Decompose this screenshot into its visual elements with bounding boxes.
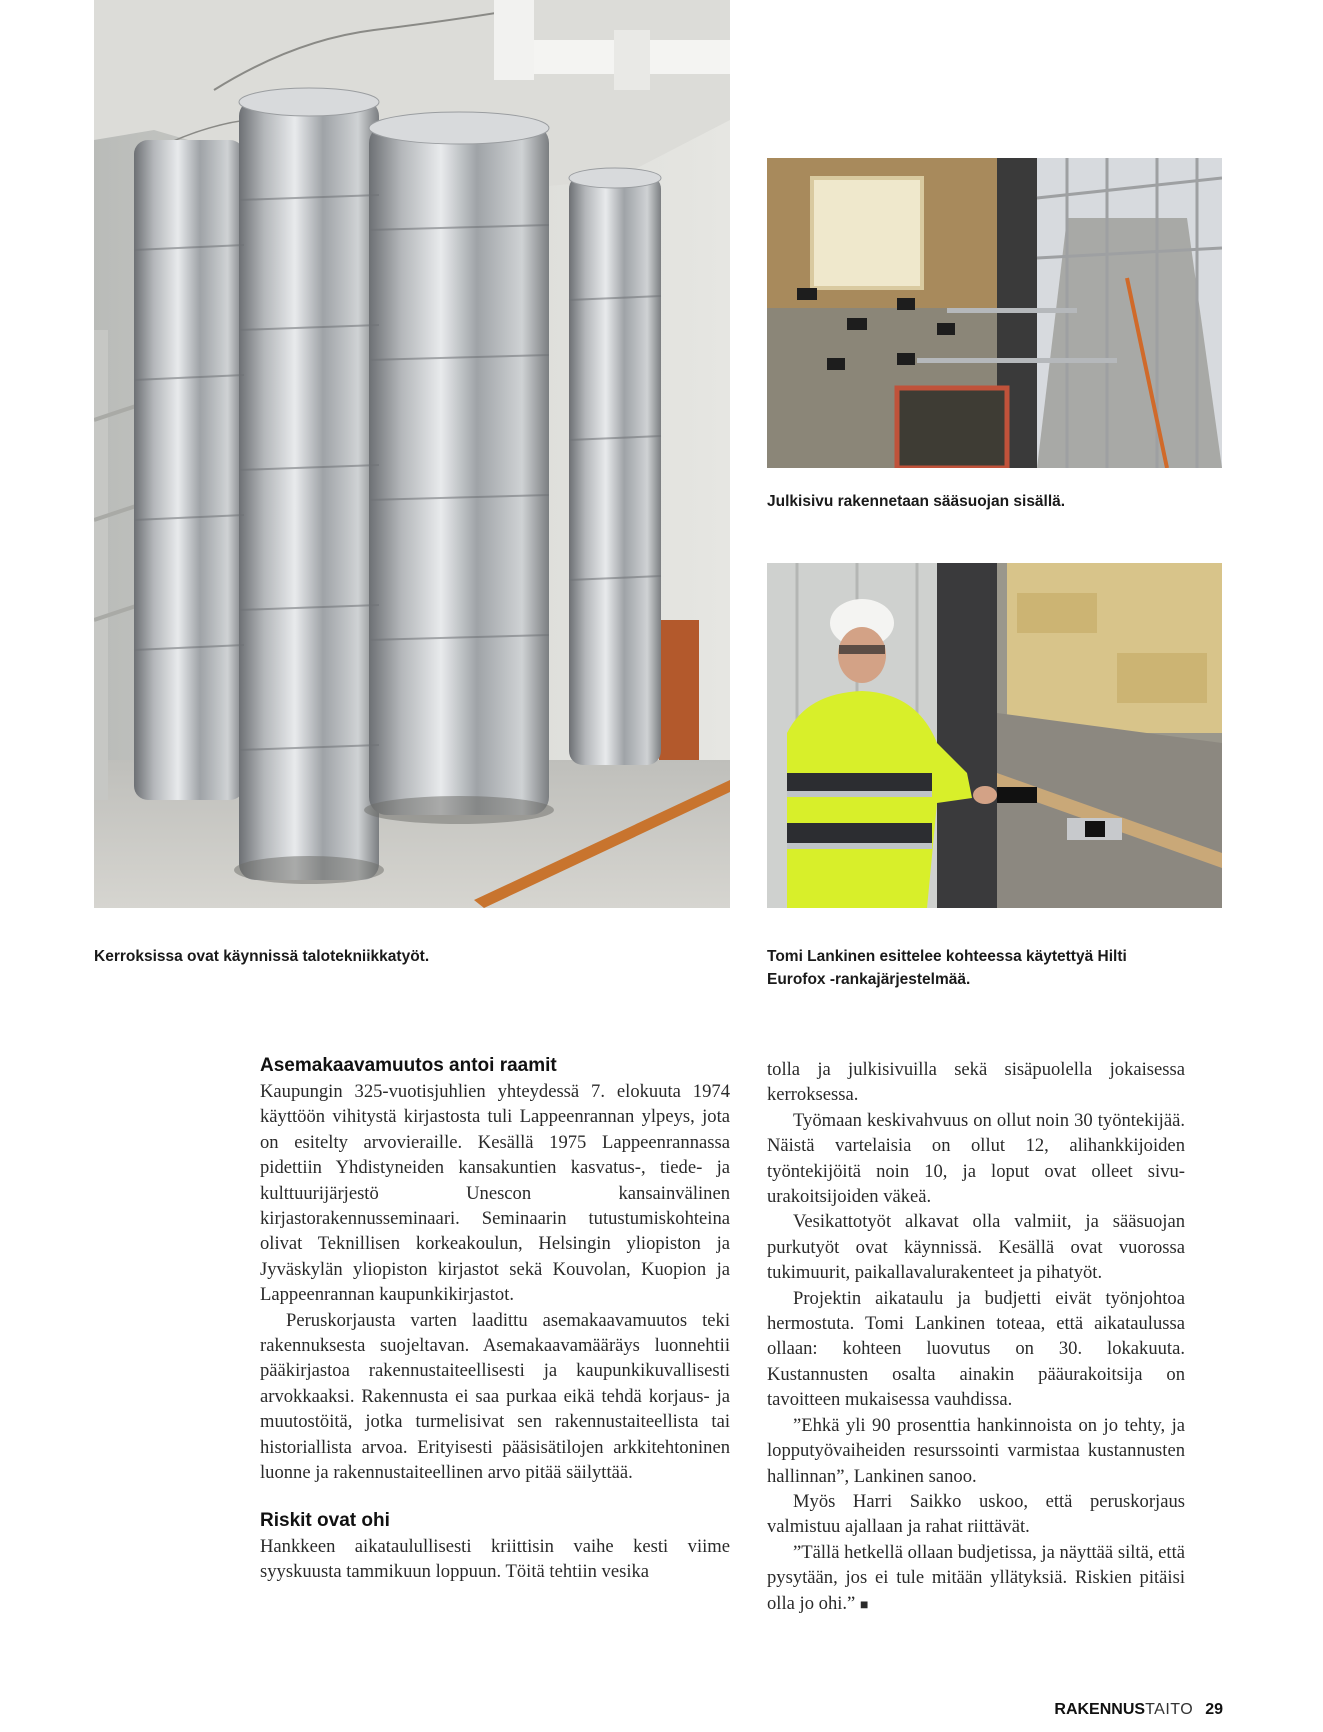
end-mark: ■ bbox=[859, 1597, 869, 1613]
caption-worker-line-2: Eurofox -rankajärjestelmää. bbox=[767, 971, 971, 988]
paragraph: Hankkeen aikataulullisesti kriittisin vaihe kesti viime syyskuusta tammikuun loppuun. Töitä tehtiin vesika bbox=[260, 1535, 730, 1582]
paragraph: Myös Harri Saikko uskoo, että peruskorjaus valmistuu ajallaan ja rahat riittävät. bbox=[767, 1490, 1185, 1538]
photo-worker bbox=[767, 563, 1222, 908]
magazine-name-light: TAITO bbox=[1145, 1701, 1194, 1718]
page-number: 29 bbox=[1205, 1701, 1223, 1718]
paragraph: Kaupungin 325-vuotisjuhlien yhteydessä 7. elokuuta 1974 käyttöön vihitystä kirjastosta tuli Lappeenrannan ylpeys, jota on esitelty arvovieraille. Kesällä 1975 Lappeenrannassa pidettiin Yhdistyneiden kansakuntien kasvatus-, tiede- ja kulttuurijärjestö Unescon kansainvälinen kirjastorakennusseminaari. Seminaarin tutustumiskohteina olivat Teknillisen korkeakoulun, Helsingin yliopiston ja Jyväskylän yliopiston kirjastot sekä Kouvolan, Kuopion ja Lappeenrannan kaupunkikirjastot. bbox=[260, 1081, 730, 1306]
photo-facade-scaffolding bbox=[767, 158, 1222, 468]
caption-pipes: Kerroksissa ovat käynnissä talotekniikkatyöt. bbox=[94, 948, 430, 965]
article-column-left bbox=[260, 1053, 730, 1584]
paragraph: ”Ehkä yli 90 prosenttia hankinnoista on jo tehty, ja lopputyövaiheiden resurssointi varmistaa kustannusten hallinnan”, Lankinen sanoo. bbox=[767, 1414, 1185, 1487]
section-heading-zoning: Asemakaavamuutos antoi raamit bbox=[260, 1055, 557, 1076]
photo-insulated-pipes bbox=[94, 0, 730, 908]
page-footer bbox=[1054, 1700, 1223, 1720]
article-column-right bbox=[767, 1057, 1185, 1618]
paragraph: Peruskorjausta varten laadittu asemakaavamuutos teki rakennuksesta suojeltavan. Asemakaavamääräys luonnehtii pääkirjastoa rakennustaiteellisesti ja kaupunkikuvallisesti arvokkaaksi. Rakennusta ei saa purkaa eikä tehdä korjaus- ja muutostöitä, jotka turmelisivat sen rakennustaiteellista tai historiallista arvoa. Erityisesti pääsisätilojen arkkitehtoninen luonne ja rakennustaiteellinen arvo pitää säilyttää. bbox=[260, 1309, 730, 1484]
caption-worker-line-1: Tomi Lankinen esittelee kohteessa käytettyä Hilti bbox=[767, 948, 1127, 965]
caption-worker bbox=[767, 945, 1222, 991]
section-heading-risks: Riskit ovat ohi bbox=[260, 1509, 390, 1531]
paragraph: Vesikattotyöt alkavat olla valmiit, ja sääsuojan purkutyöt ovat käynnissä. Kesällä ovat vuorossa tukimuurit, paikallavalurakenteet ja pihatyöt. bbox=[767, 1211, 1185, 1284]
paragraph-final bbox=[767, 1540, 1185, 1618]
paragraph: Projektin aikataulu ja budjetti eivät työnjohtoa hermostuta. Tomi Lankinen toteaa, että aikataulussa ollaan: kohteen luovutus on 30. lokakuuta. Kustannusten osalta ainakin pääurakoitsija on tavoitteen mukaisessa vauhdissa. bbox=[767, 1287, 1185, 1411]
magazine-name-bold: RAKENNUS bbox=[1054, 1701, 1146, 1718]
caption-facade: Julkisivu rakennetaan sääsuojan sisällä. bbox=[767, 493, 1066, 510]
paragraph: Työmaan keskivahvuus on ollut noin 30 työntekijää. Näistä vartelaisia on ollut 12, alihankkijoiden työntekijöitä noin 10, ja loput ovat olleet sivu-urakoitsijoiden väkeä. bbox=[767, 1109, 1185, 1208]
paragraph-final-text: ”Tällä hetkellä ollaan budjetissa, ja näyttää siltä, että pysytään, jos ei tule mitään yllätyksiä. Riskien pitäisi olla jo ohi.” bbox=[767, 1541, 1185, 1614]
paragraph: tolla ja julkisivuilla sekä sisäpuolella jokaisessa kerroksessa. bbox=[767, 1059, 1185, 1106]
